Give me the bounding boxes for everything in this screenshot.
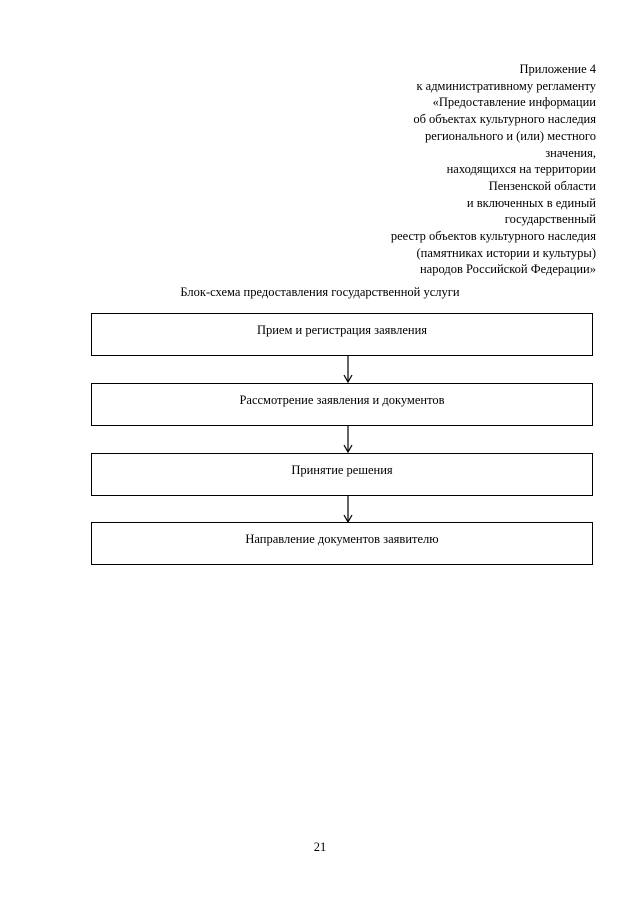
step-label: Прием и регистрация заявления	[256, 323, 428, 337]
step-box-review	[91, 383, 593, 426]
page-number: 21	[313, 840, 327, 854]
header-line: Пензенской области	[488, 178, 596, 193]
header-line: и включенных в единый	[466, 195, 596, 210]
header-line: к административному регламенту	[416, 78, 596, 93]
step-label: Рассмотрение заявления и документов	[239, 393, 445, 407]
arrow-down-icon	[342, 356, 354, 383]
header-line: Приложение 4	[519, 62, 596, 76]
step-box-dispatch	[91, 522, 593, 565]
header-line: об объектах культурного наследия	[413, 112, 596, 127]
step-label: Принятие решения	[291, 463, 393, 477]
header-line: регионального и (или) местного	[425, 128, 596, 143]
arrow-down-icon	[342, 426, 354, 453]
header-line: народов Российской Федерации»	[419, 262, 596, 277]
header-line: государственный	[504, 212, 596, 227]
scheme-title: Блок-схема предоставления государственной услуги	[180, 285, 460, 299]
arrow-down-icon	[342, 496, 354, 523]
step-box-decision	[91, 453, 593, 496]
header-line: реестр объектов культурного наследия	[390, 229, 596, 244]
step-box-reception	[91, 313, 593, 356]
header-line: значения,	[545, 145, 596, 160]
step-label: Направление документов заявителю	[245, 532, 439, 546]
header-line: находящихся на территории	[446, 162, 596, 177]
header-line: (памятниках истории и культуры)	[416, 245, 596, 260]
header-line: «Предоставление информации	[432, 95, 596, 110]
appendix-header	[296, 61, 596, 278]
